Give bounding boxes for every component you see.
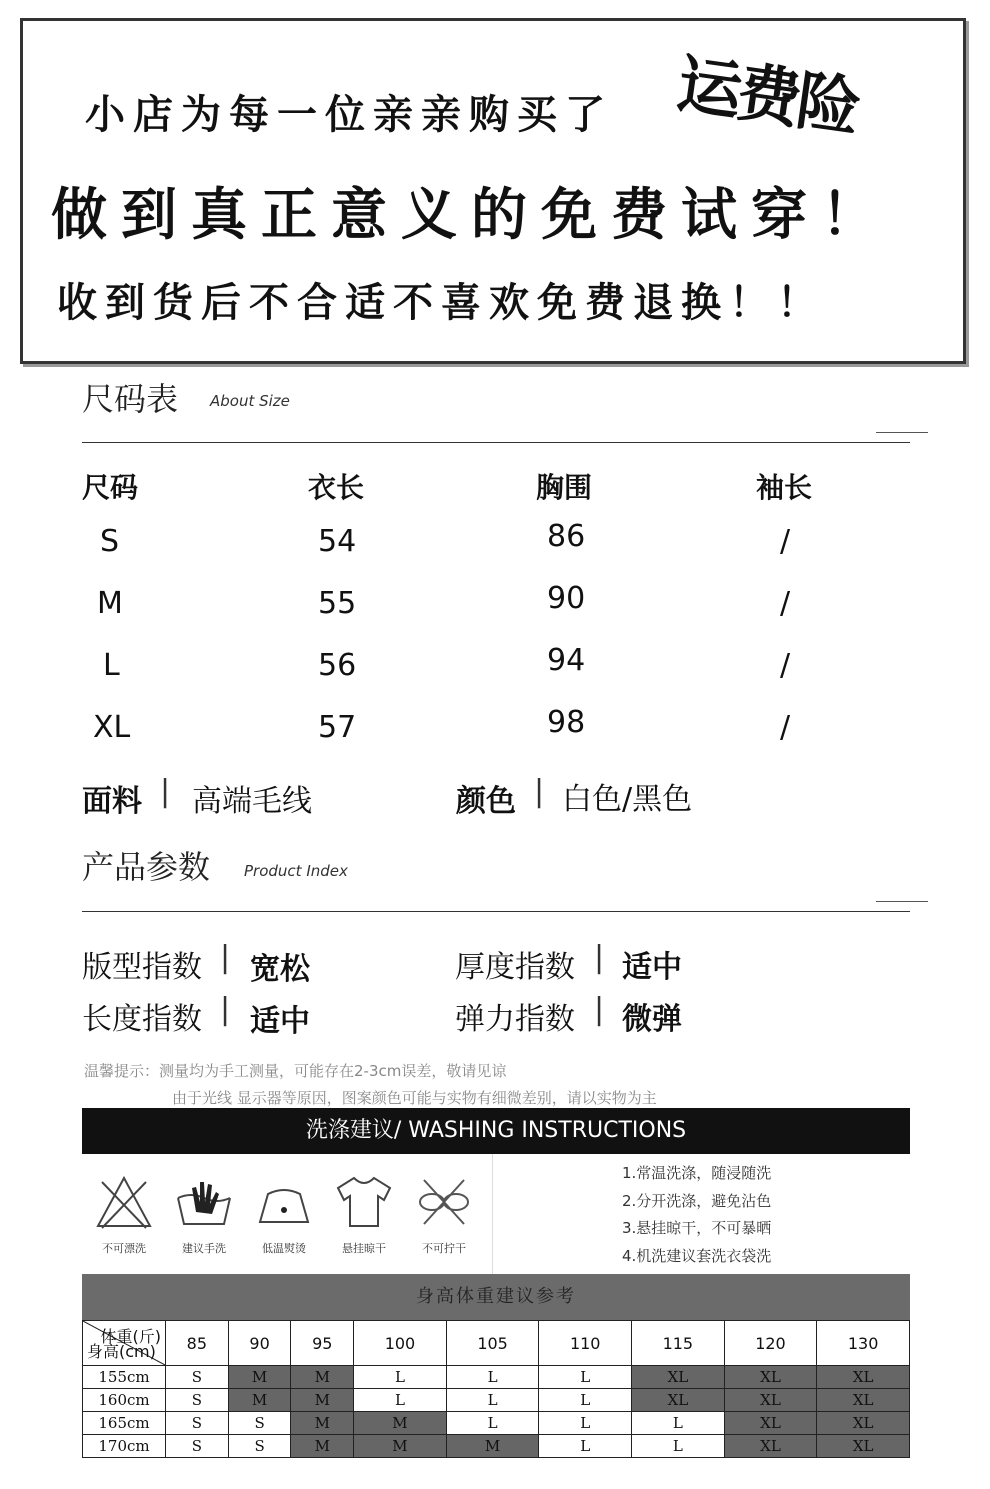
size-header-sleeve: 袖长 [756, 471, 813, 504]
weight-header-110: 110 [539, 1321, 632, 1366]
size-section-accent-line [876, 432, 928, 433]
washing-instruction-4: 4.机洗建议套洗衣袋洗 [622, 1247, 772, 1265]
washing-header: 洗涤建议/ WASHING INSTRUCTIONS [82, 1108, 910, 1154]
banner-highlight: 运费险 [672, 47, 862, 147]
size-cell: M [291, 1366, 354, 1389]
thickness-index-value: 适中 [622, 950, 682, 985]
size-row-3-chest: 98 [547, 705, 586, 740]
fabric-separator: | [160, 774, 171, 809]
length-index-label: 长度指数 [82, 1002, 202, 1037]
size-cell: XL [724, 1412, 817, 1435]
product-section-title: 产品参数 [82, 848, 211, 886]
hang-dry-icon [334, 1172, 394, 1232]
table-row [83, 1435, 910, 1458]
weight-header-85: 85 [166, 1321, 229, 1366]
size-row-3-sleeve: / [780, 710, 791, 745]
weight-header-row [83, 1321, 910, 1366]
fabric-label: 面料 [82, 784, 142, 819]
size-header-length: 衣长 [308, 471, 365, 504]
fit-index-separator: | [220, 940, 231, 975]
product-section-divider [82, 911, 910, 912]
length-index-separator: | [220, 992, 231, 1027]
size-cell: L [632, 1412, 725, 1435]
size-row-1-size: M [97, 586, 123, 621]
size-row-3-size: XL [93, 710, 131, 745]
size-cell: M [228, 1389, 291, 1412]
size-section-title: 尺码表 [82, 380, 179, 418]
size-row-2-size: L [103, 648, 120, 683]
height-cell: 155cm [83, 1366, 166, 1389]
size-cell: S [166, 1412, 229, 1435]
size-section-subtitle: About Size [210, 392, 290, 410]
weight-header-115: 115 [632, 1321, 725, 1366]
banner-line-1-text: 小店为每一位亲亲购买了 [85, 91, 613, 138]
low-iron-icon [254, 1172, 314, 1232]
size-cell: M [354, 1435, 447, 1458]
size-cell: S [166, 1435, 229, 1458]
size-cell: L [539, 1366, 632, 1389]
color-separator: | [534, 774, 545, 809]
size-cell: L [446, 1389, 539, 1412]
size-cell: XL [817, 1435, 910, 1458]
thickness-index-separator: | [594, 940, 605, 975]
size-row-0-length: 54 [318, 524, 357, 559]
weight-header-100: 100 [354, 1321, 447, 1366]
size-row-2-sleeve: / [780, 648, 791, 683]
size-cell: M [291, 1435, 354, 1458]
table-row [83, 1366, 910, 1389]
fabric-value: 高端毛线 [192, 784, 312, 819]
hand-wash-icon [174, 1172, 234, 1232]
size-cell: S [166, 1389, 229, 1412]
table-corner-cell [83, 1321, 166, 1366]
hang-dry-label: 悬挂晾干 [342, 1242, 386, 1255]
elastic-index-value: 微弹 [622, 1002, 682, 1037]
weight-header-95: 95 [291, 1321, 354, 1366]
size-row-0-size: S [100, 524, 120, 559]
color-value: 白色/黑色 [562, 782, 693, 817]
height-cell: 165cm [83, 1412, 166, 1435]
size-row-1-chest: 90 [547, 581, 586, 616]
weight-header-90: 90 [228, 1321, 291, 1366]
size-cell: L [539, 1435, 632, 1458]
fit-index-value: 宽松 [250, 952, 310, 987]
size-cell: XL [817, 1366, 910, 1389]
thickness-index-label: 厚度指数 [455, 950, 575, 985]
size-header-size: 尺码 [82, 471, 139, 504]
size-cell: L [539, 1412, 632, 1435]
size-cell: XL [632, 1366, 725, 1389]
size-cell: L [354, 1389, 447, 1412]
hand-wash-label: 建议手洗 [182, 1242, 226, 1255]
size-cell: L [632, 1435, 725, 1458]
size-cell: L [446, 1366, 539, 1389]
size-cell: XL [632, 1389, 725, 1412]
no-wring-icon [414, 1172, 474, 1232]
size-cell: S [228, 1412, 291, 1435]
washing-divider [492, 1154, 493, 1274]
size-row-3-length: 57 [318, 710, 357, 745]
size-row-0-sleeve: / [780, 524, 791, 559]
color-label: 颜色 [456, 784, 516, 819]
corner-weight-label: 体重(斤) [100, 1327, 161, 1346]
size-cell: M [446, 1435, 539, 1458]
washing-instruction-3: 3.悬挂晾干，不可暴晒 [622, 1219, 772, 1237]
banner-line-2: 做到真正意义的免费试穿！ [51, 182, 891, 248]
size-cell: M [291, 1389, 354, 1412]
size-row-2-chest: 94 [547, 643, 586, 678]
height-weight-table [82, 1320, 910, 1458]
size-section-divider [82, 442, 910, 443]
measurement-note: 温馨提示：测量均为手工测量，可能存在2-3cm误差，敬请见谅 [84, 1062, 507, 1080]
shipping-insurance-banner [20, 18, 966, 364]
size-cell: M [291, 1412, 354, 1435]
washing-instruction-1: 1.常温洗涤，随浸随洗 [622, 1164, 772, 1182]
no-bleach-label: 不可漂洗 [102, 1242, 146, 1255]
size-cell: L [446, 1412, 539, 1435]
fit-index-label: 版型指数 [82, 950, 202, 985]
banner-line-3: 收到货后不合适不喜欢免费退换！！ [57, 279, 825, 326]
washing-instruction-2: 2.分开洗涤，避免沾色 [622, 1192, 772, 1210]
size-row-1-sleeve: / [780, 586, 791, 621]
low-iron-label: 低温熨烫 [262, 1242, 306, 1255]
product-section-accent-line [876, 901, 928, 902]
table-row [83, 1389, 910, 1412]
weight-header-105: 105 [446, 1321, 539, 1366]
size-row-1-length: 55 [318, 586, 357, 621]
weight-header-130: 130 [817, 1321, 910, 1366]
size-cell: XL [724, 1389, 817, 1412]
washing-panel [82, 1154, 910, 1274]
height-cell: 160cm [83, 1389, 166, 1412]
no-wring-label: 不可拧干 [422, 1242, 466, 1255]
length-index-value: 适中 [250, 1004, 310, 1039]
size-cell: XL [724, 1435, 817, 1458]
size-header-chest: 胸围 [536, 471, 593, 504]
corner-height-label: 身高(cm) [87, 1342, 156, 1361]
product-section-subtitle: Product Index [244, 862, 348, 880]
size-row-2-length: 56 [318, 648, 357, 683]
size-cell: XL [724, 1366, 817, 1389]
size-cell: L [539, 1389, 632, 1412]
size-cell: S [166, 1366, 229, 1389]
elastic-index-separator: | [594, 992, 605, 1027]
elastic-index-label: 弹力指数 [455, 1002, 575, 1037]
size-cell: L [354, 1366, 447, 1389]
size-cell: M [228, 1366, 291, 1389]
height-weight-header: 身高体重建议参考 [82, 1274, 910, 1320]
table-row [83, 1412, 910, 1435]
size-cell: XL [817, 1412, 910, 1435]
color-variance-note: 由于光线 显示器等原因，图案颜色可能与实物有细微差别，请以实物为主 [172, 1089, 657, 1107]
height-cell: 170cm [83, 1435, 166, 1458]
size-row-0-chest: 86 [547, 519, 586, 554]
size-cell: M [354, 1412, 447, 1435]
size-cell: S [228, 1435, 291, 1458]
weight-header-120: 120 [724, 1321, 817, 1366]
no-bleach-icon [94, 1172, 154, 1232]
size-cell: XL [817, 1389, 910, 1412]
